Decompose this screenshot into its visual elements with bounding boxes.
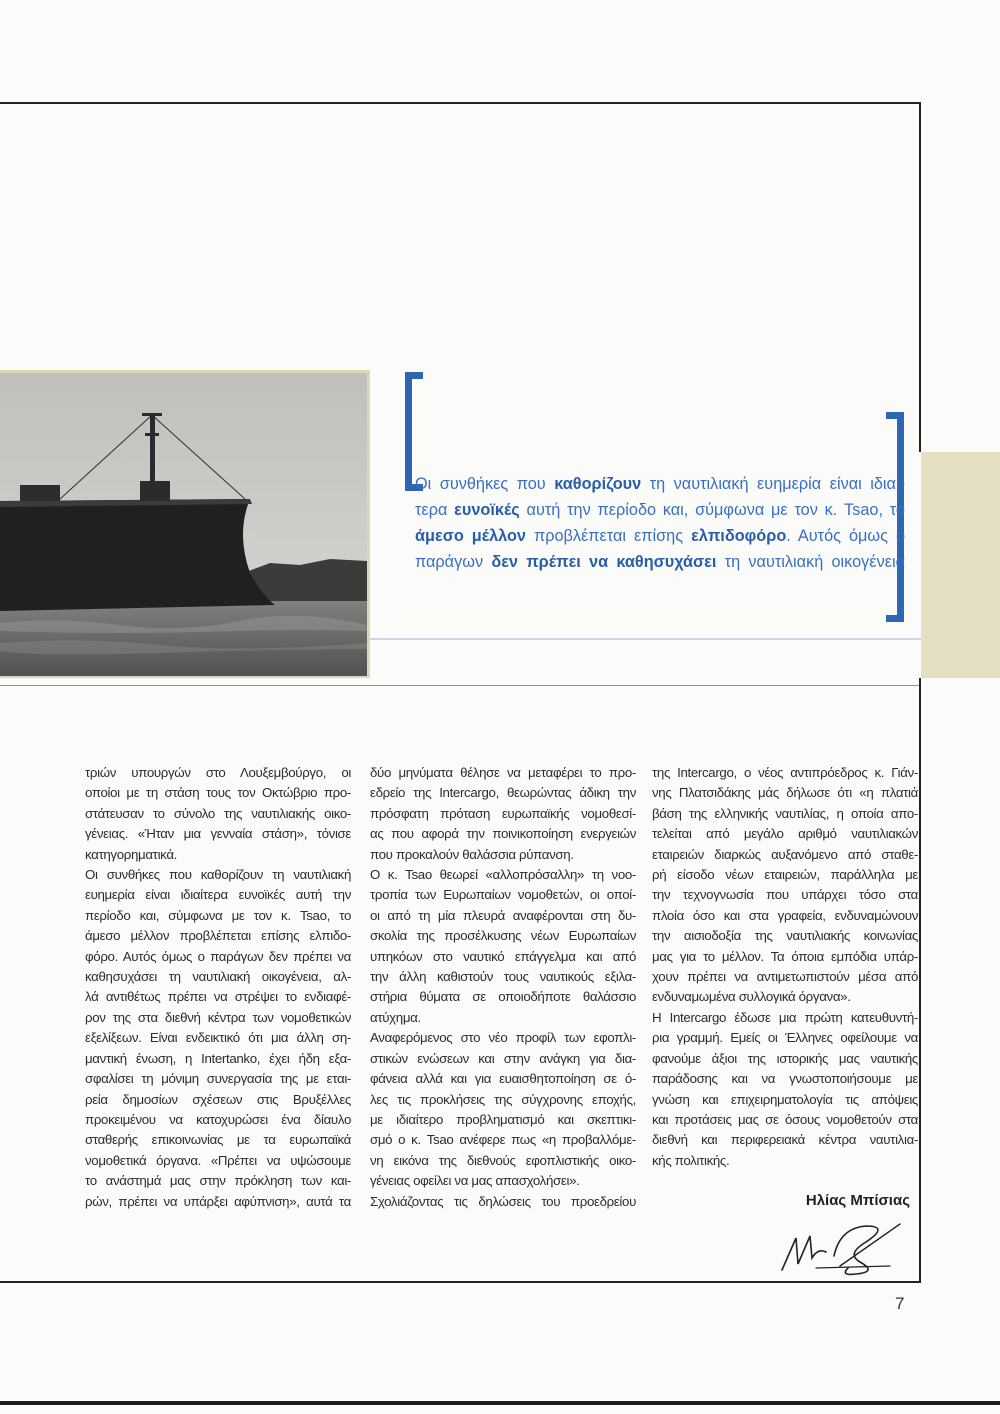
article-line: οι από τη μία πλευρά αναφέρονται στη δυ- bbox=[370, 907, 636, 923]
article-line: εδρείο της Intercargo, θεωρώντας άδικη την bbox=[370, 785, 636, 801]
article-line: βάση της ελληνικής ναυτιλίας, η οποία απο- bbox=[652, 805, 918, 821]
article-line: τροπία των Ευρωπαίων νομοθετών, οι οποί- bbox=[370, 887, 636, 903]
article-line: φόρο. Αυτός όμως ο παράγων δεν πρέπει να bbox=[85, 948, 351, 964]
pull-quote-line: Οι συνθήκες που καθορίζουν τη ναυτιλιακή ευημερία είναι ιδιαί- bbox=[415, 475, 906, 493]
article-line: στήρια θύματα σε οποιοδήποτε θαλάσσιο bbox=[370, 989, 636, 1005]
pull-quote-line: τερα ευνοϊκές αυτή την περίοδο και, σύμφωνα με τον κ. Tsao, το bbox=[415, 501, 905, 519]
article-line: ρεία δημοσίων σχέσεων στις Βρυξέλλες bbox=[85, 1091, 351, 1107]
frame-bottom-rule bbox=[0, 1281, 921, 1283]
pull-quote-line: άμεσο μέλλον προβλέπεται επίσης ελπιδοφόρο. Αυτός όμως ο bbox=[415, 527, 905, 545]
article-line: κατηγορηματικά. bbox=[85, 846, 177, 862]
article-line: προκειμένου να κατοχυρώσει ένα δίαυλο bbox=[85, 1111, 351, 1127]
article-line: εταιρειών διαρκώς αυξανόμενο από σταθε- bbox=[652, 846, 918, 862]
tan-band-right bbox=[921, 452, 1000, 678]
article-line: μας για το μέλλον. Τα όποια εμπόδια υπάρ- bbox=[652, 948, 918, 964]
article-line: τελείται από μεγάλο αριθμό ναυτιλιακών bbox=[652, 826, 918, 842]
article-line: και προτάσεις μας σε όσους νομοθετούν στα bbox=[652, 1111, 918, 1127]
frame-right-rule bbox=[919, 102, 921, 452]
article-line: οποίοι με τη στάση τους τον Οκτώβριο προ- bbox=[85, 785, 351, 801]
article-line: κής πολιτικής. bbox=[652, 1152, 730, 1168]
article-line: εξελίξεων. Είναι ενδεικτικό ότι μια άλλη ση- bbox=[85, 1030, 351, 1046]
pull-quote-line: παράγων δεν πρέπει να καθησυχάσει τη ναυτιλιακή οικογένεια bbox=[415, 553, 905, 571]
article-line: φανούμε άξιοι της ιστορικής μας ναυτικής bbox=[652, 1050, 918, 1066]
frame-right-rule-lower bbox=[919, 678, 921, 1282]
page-number: 7 bbox=[895, 1294, 905, 1313]
article-line: της Intercargo, ο νέος αντιπρόεδρος κ. Γιάν- bbox=[652, 765, 918, 780]
article-line: παράδοσης και να γνωστοποιήσουμε με bbox=[652, 1071, 918, 1087]
article-line: γένειας οφείλει να μας απασχολήσει». bbox=[370, 1173, 580, 1189]
article-line: ενδυναμωμένα συλλογικά όργανα». bbox=[652, 989, 851, 1005]
article-line: το ανάστημά μας στην πρόκληση των και- bbox=[85, 1173, 351, 1189]
article-line: που προκαλούν θαλάσσια ρύπανση. bbox=[370, 846, 574, 862]
article-line: την άλλη καθιστούν τους ναυτικούς εξιλα- bbox=[370, 969, 636, 985]
article-line: Σχολιάζοντας τις δηλώσεις του προεδρείου bbox=[370, 1193, 636, 1209]
article-line: σμό ο κ. Tsao ανέφερε πως «η προβαλλόμε- bbox=[370, 1132, 636, 1148]
article-line: πλοία όσο και στα γραφεία, ενδυναμώνουν bbox=[652, 907, 918, 923]
article-line: ας που αφορά την ποινικοποίηση ενεργειών bbox=[370, 826, 636, 842]
article-line: ρών, πρέπει να υπάρξει αφύπνιση», αυτά τα bbox=[85, 1193, 351, 1209]
article-line: ρον της στα διεθνή κέντρα των νομοθετικών bbox=[85, 1009, 351, 1025]
article-line: δύο μηνύματα θέλησε να μεταφέρει το προ- bbox=[370, 765, 636, 780]
article-line: υπηκόων στο ναυτικό επάγγελμα και από bbox=[370, 948, 636, 964]
article-line: γένειας. «Ήταν μια γενναία στάση», τόνισε bbox=[85, 826, 351, 842]
article-line: διεθνή και περιφερειακά κέντρα ναυτιλια- bbox=[652, 1132, 918, 1148]
article-line: τριών υπουργών στο Λουξεμβούργο, οι bbox=[85, 765, 351, 780]
signature-icon bbox=[770, 1218, 910, 1278]
author-name: Ηλίας Μπίσιας bbox=[805, 1192, 910, 1209]
article-line: σταθερής επικοινωνίας με τα ευρωπαϊκά bbox=[85, 1132, 351, 1148]
pull-quote bbox=[415, 471, 905, 575]
article-line: νομοθετικά όργανα. «Πρέπει να υψώσουμε bbox=[85, 1152, 351, 1168]
article-line: χουν πρέπει να αντιμετωπιστούν μέσα από bbox=[652, 969, 918, 985]
article-line: καθησυχάσει τη ναυτιλιακή οικογένεια, αλ- bbox=[85, 969, 351, 985]
article-line: πρόσφατη πρόταση ευρωπαϊκής νομοθεσί- bbox=[370, 805, 636, 821]
article-line: σκολία της προσέλκυσης νέων Ευρωπαίων bbox=[370, 928, 636, 944]
article-line: λά αντιθέτως πρέπει να στρέψει το ενδιαφέ- bbox=[85, 989, 351, 1005]
article-line: Οι συνθήκες που καθορίζουν τη ναυτιλιακή bbox=[85, 867, 351, 883]
footer-rule bbox=[0, 1401, 1000, 1405]
article-line: με ιδιαίτερο προβληματισμό και σκεπτικι- bbox=[370, 1111, 636, 1127]
article-line: μαντική ένωση, η Intertanko, έχει ήδη εξα- bbox=[85, 1050, 351, 1066]
article-line: άμεσο μέλλον προβλέπεται επίσης ελπιδο- bbox=[85, 928, 351, 944]
article-line: Η Intercargo έδωσε μια πρώτη κατευθυντή- bbox=[652, 1009, 918, 1025]
frame-top-rule bbox=[0, 102, 921, 104]
article-line: στάτευσαν το σύνολο της ναυτιλιακής οικο- bbox=[85, 805, 351, 821]
section-divider-rule bbox=[0, 685, 921, 686]
article-line: φάνεια αλλά και για ευαισθητοποίηση σε ό- bbox=[370, 1071, 636, 1087]
article-line: ευημερία είναι ιδιαίτερα ευνοϊκές αυτή την bbox=[85, 887, 351, 903]
article-line: Ο κ. Tsao θεωρεί «αλλοπρόσαλλη» τη νοο- bbox=[370, 867, 636, 883]
ship-photo bbox=[0, 373, 367, 676]
article-line: ρή είσοδο νέων εταιρειών, παράλληλα με bbox=[652, 867, 918, 883]
article-column-2 bbox=[370, 763, 636, 1212]
article-column-1 bbox=[85, 763, 351, 1212]
article-line: λες τις προκλήσεις της σύγχρονης εποχής, bbox=[370, 1091, 636, 1107]
article-line: νη εικόνα της διεθνούς εφοπλιστικής οικο- bbox=[370, 1152, 636, 1168]
article-line: περίοδο και, σύμφωνα με τον κ. Tsao, το bbox=[85, 907, 351, 923]
article-line: ατύχημα. bbox=[370, 1009, 421, 1025]
article-column-3 bbox=[652, 763, 918, 1171]
article-line: στικών ενώσεων και στην ανάγκη για δια- bbox=[370, 1050, 636, 1066]
article-line: νης Πλατσιδάκης μάς δήλωσε ότι «η πλατιά bbox=[652, 785, 918, 801]
article-line: την αισιοδοξία της ναυτιλιακής κοινωνίας bbox=[652, 928, 918, 944]
pullquote-divider bbox=[370, 638, 921, 640]
article-line: ρια γραμμή. Εμείς οι Έλληνες οφείλουμε να bbox=[652, 1030, 918, 1046]
article-line: γνώση και επιχειρηματολογία τις απόψεις bbox=[652, 1091, 918, 1107]
article-line: την τεχνογνωσία που υπάρχει τόσο στα bbox=[652, 887, 918, 903]
article-line: σφαλίσει τη μόνιμη συνεργασία της με εται- bbox=[85, 1071, 351, 1087]
article-line: Αναφερόμενος στο νέο προφίλ των εφοπλι- bbox=[370, 1030, 636, 1046]
